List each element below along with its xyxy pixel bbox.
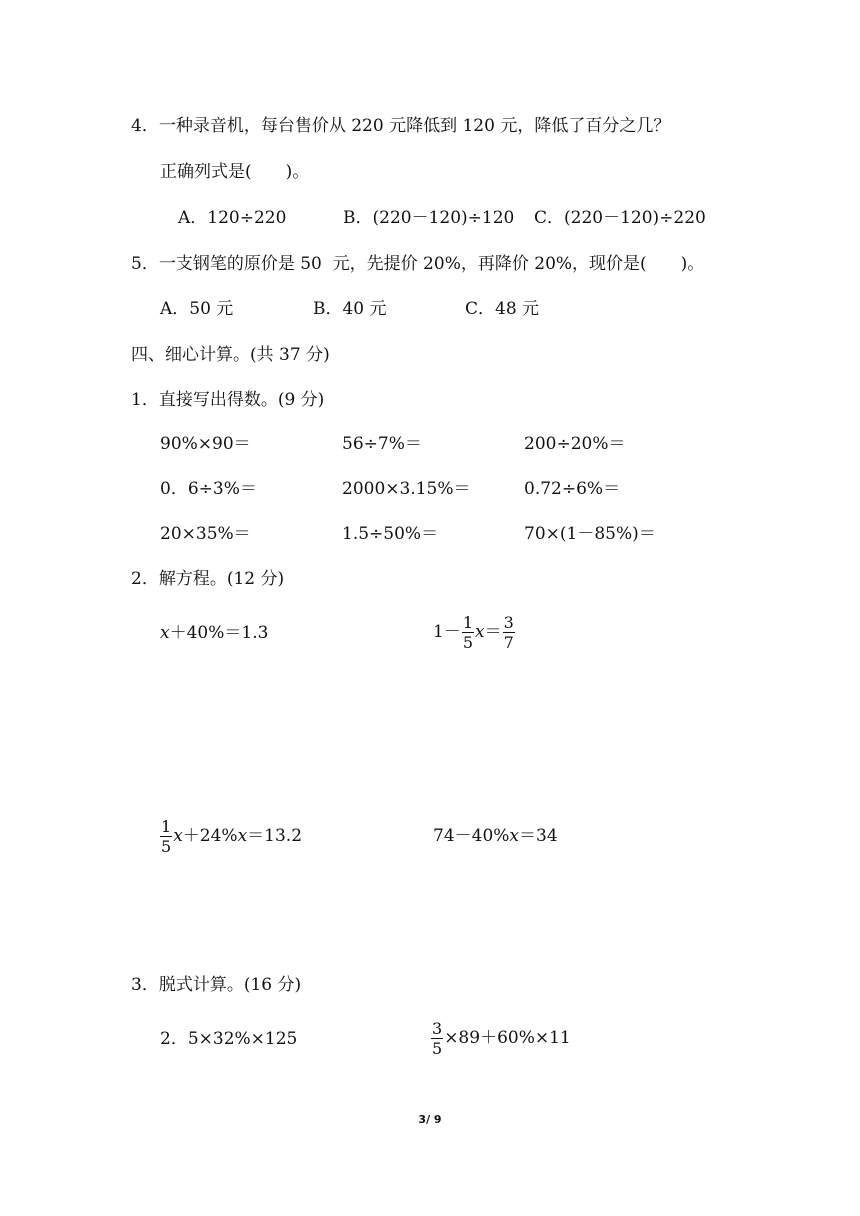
equation-1-rest: ＋40%＝1.3 [169, 623, 269, 643]
fraction-denominator: 5 [432, 1039, 443, 1058]
fraction-one-fifth [160, 817, 172, 856]
question-5-option-c: C．48 元 [465, 299, 540, 319]
mental-calc-item: 1.5÷50%＝ [342, 524, 439, 544]
question-5-stem: 5．一支钢笔的原价是 50 元，先提价 20%，再降价 20%，现价是( )。 [131, 254, 705, 274]
equation-4 [433, 825, 558, 847]
variable-x: x [509, 826, 520, 846]
mental-calc-item: 70×(1－85%)＝ [524, 524, 656, 544]
mental-calc-item: 56÷7%＝ [342, 434, 422, 454]
fraction-numerator: 3 [432, 1019, 443, 1038]
question-4-option-a: A．120÷220 [178, 208, 287, 228]
equation-2-lead: 1－ [433, 622, 461, 642]
mental-calc-item: 200÷20%＝ [524, 434, 626, 454]
part-2-title: 2．解方程。(12 分) [131, 569, 285, 589]
fraction-denominator: 5 [161, 837, 172, 856]
mental-calc-item: 0．6÷3%＝ [160, 479, 257, 499]
equation-3 [159, 816, 302, 856]
question-5-option-a: A．50 元 [160, 299, 234, 319]
variable-x: x [173, 826, 183, 846]
fraction-denominator: 7 [503, 633, 514, 652]
fraction-three-fifths [431, 1019, 443, 1058]
fraction-three-sevenths [503, 613, 515, 652]
expression-1: 2．5×32%×125 [160, 1029, 298, 1049]
variable-x: x [160, 623, 170, 643]
equation-4-lead: 74－40% [433, 826, 510, 846]
expression-2 [430, 1018, 571, 1058]
equation-1 [160, 622, 268, 644]
variable-x: x [475, 622, 485, 642]
question-4-stem: 4．一种录音机，每台售价从 220 元降低到 120 元，降低了百分之几？ [131, 116, 671, 136]
equation-2 [433, 612, 516, 652]
variable-x: x [237, 826, 248, 846]
fraction-denominator: 5 [462, 633, 474, 652]
fraction-numerator: 1 [161, 817, 172, 836]
part-3-title: 3．脱式计算。(16 分) [131, 975, 302, 995]
mental-calc-item: 2000×3.15%＝ [342, 479, 471, 499]
equation-3-mid: ＋24% [182, 826, 238, 846]
expression-2-rest: ×89＋60%×11 [444, 1028, 571, 1048]
question-4-option-b: B．(220－120)÷120 [343, 208, 515, 228]
part-1-title: 1．直接写出得数。(9 分) [131, 390, 325, 410]
equals-sign: ＝ [484, 622, 502, 642]
section-4-title: 四、细心计算。(共 37 分) [131, 345, 330, 365]
mental-calc-item: 0.72÷6%＝ [524, 479, 621, 499]
equation-4-rest: ＝34 [519, 826, 558, 846]
mental-calc-item: 90%×90＝ [160, 434, 251, 454]
page-number: 3/ 9 [418, 1113, 442, 1126]
question-4-prompt: 正确列式是( )。 [160, 162, 310, 182]
equation-3-rest: ＝13.2 [247, 826, 303, 846]
question-4-option-c: C．(220－120)÷220 [534, 208, 706, 228]
mental-calc-item: 20×35%＝ [160, 524, 251, 544]
fraction-one-fifth [462, 613, 474, 652]
question-5-option-b: B．40 元 [313, 299, 387, 319]
fraction-numerator: 3 [503, 613, 514, 632]
fraction-numerator: 1 [462, 613, 474, 632]
